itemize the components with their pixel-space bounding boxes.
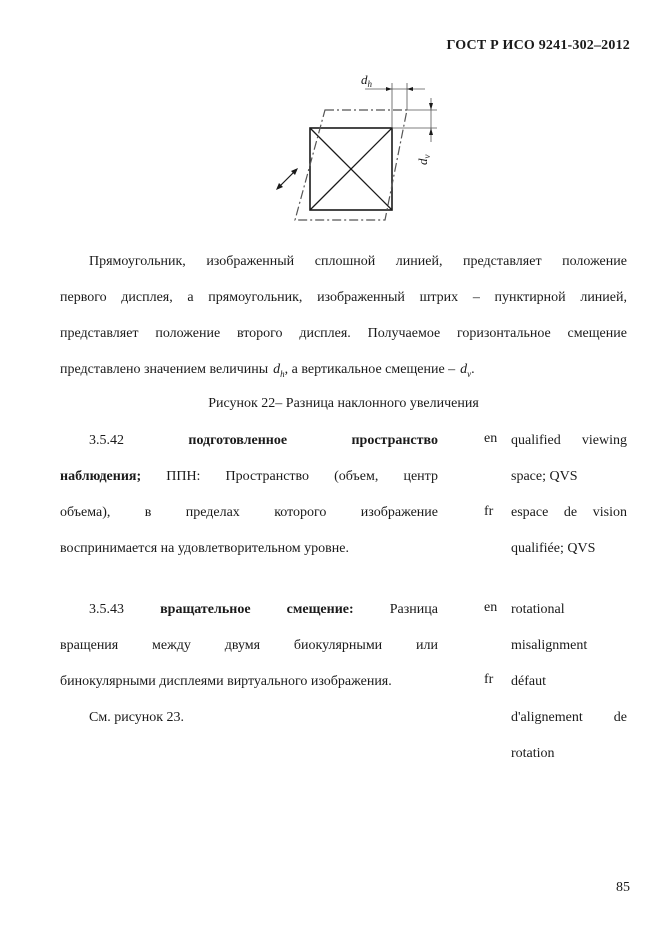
word: а <box>187 290 194 305</box>
term-number: 3.5.42 <box>89 433 124 448</box>
word: (объем, <box>334 469 379 484</box>
term-title-word: вращательное <box>160 602 251 617</box>
term-row <box>60 431 438 467</box>
word: в <box>144 505 152 520</box>
word: объема), <box>60 505 111 520</box>
text: . <box>471 362 475 377</box>
paragraph-line-4 <box>60 360 627 396</box>
dv-arrow-bottom <box>429 128 433 135</box>
word: изображенный <box>317 290 405 305</box>
variable-dh: $d_h$ <box>273 362 285 379</box>
figure-22-drawing <box>255 70 445 230</box>
word: дисплея, <box>121 290 173 305</box>
text: misalignment <box>511 638 588 653</box>
word: штрих <box>419 290 459 305</box>
word: представляет <box>60 326 139 341</box>
term-row <box>60 503 438 539</box>
word: смещение <box>567 326 627 341</box>
word: двумя <box>224 638 261 653</box>
word: изображение <box>360 505 438 520</box>
equiv-row <box>511 503 627 539</box>
figure-description <box>60 252 627 396</box>
text: rotation <box>511 746 555 761</box>
word: дисплея. <box>299 326 351 341</box>
term-row <box>60 539 438 575</box>
word: вращения <box>60 638 119 653</box>
word: между <box>152 638 191 653</box>
term-row <box>60 636 438 672</box>
word: Пространство <box>225 469 310 484</box>
paragraph-line-1 <box>60 252 627 288</box>
text: qualifiée; QVS <box>511 541 596 556</box>
figure-22 <box>255 70 445 230</box>
word: сплошной <box>314 254 376 269</box>
paragraph-line-2 <box>60 288 627 324</box>
equiv-row <box>511 672 627 708</box>
text: défaut <box>511 674 546 689</box>
word: Получаемое <box>367 326 441 341</box>
equiv-row <box>511 600 627 636</box>
word: viewing <box>581 433 627 448</box>
word: первого <box>60 290 107 305</box>
word: второго <box>236 326 283 341</box>
word: de <box>563 505 578 520</box>
text: бинокулярными дисплеями виртуального изображения. <box>60 674 392 689</box>
word: de <box>613 710 627 725</box>
word: изображенный <box>206 254 295 269</box>
term-title-word: подготовленное <box>188 433 288 448</box>
text: воспринимается на удовлетворительном уровне. <box>60 541 349 556</box>
word: Прямоугольник, <box>89 254 186 269</box>
word: ППН: <box>166 469 201 484</box>
word: пределах <box>185 505 240 520</box>
word: представляет <box>463 254 542 269</box>
word: линией, <box>580 290 627 305</box>
word: биокулярными <box>293 638 383 653</box>
term-2-equivalents <box>511 600 627 780</box>
term-3-5-42 <box>60 431 438 575</box>
equiv-row <box>511 636 627 672</box>
term-1-equivalents <box>511 431 627 575</box>
word: Разница <box>389 602 438 617</box>
lang-code-fr: fr <box>484 672 494 687</box>
word: положение <box>562 254 627 269</box>
lang-code-fr: fr <box>484 504 494 519</box>
term-number: 3.5.43 <box>89 602 124 617</box>
dh-arrow-left <box>386 87 392 91</box>
word: горизонтальное <box>457 326 551 341</box>
equiv-row <box>511 744 627 780</box>
word: линией, <box>395 254 443 269</box>
paragraph-line-3 <box>60 324 627 360</box>
term-3-5-43 <box>60 600 438 708</box>
word: прямоугольник, <box>208 290 303 305</box>
word: vision <box>592 505 627 520</box>
equiv-row <box>511 431 627 467</box>
term-row <box>60 672 438 708</box>
variable-dv: $d_v$ <box>460 362 472 379</box>
dv-label: $d_v$ <box>415 154 432 165</box>
text: , а вертикальное смещение – <box>284 362 456 377</box>
word: qualified <box>511 433 561 448</box>
word: пунктирной <box>494 290 566 305</box>
see-figure-reference: См. рисунок 23. <box>89 710 185 725</box>
word: центр <box>403 469 438 484</box>
term-title-word: смещение: <box>286 602 354 617</box>
equiv-row <box>511 467 627 503</box>
word: которого <box>274 505 327 520</box>
page-number: 85 <box>616 880 630 895</box>
word: d'alignement <box>511 710 583 725</box>
equiv-row <box>511 708 627 744</box>
term-title-word: наблюдения; <box>60 469 142 484</box>
figure-caption: Рисунок 22– Разница наклонного увеличения <box>208 396 479 411</box>
word: положение <box>155 326 221 341</box>
document-header: ГОСТ Р ИСО 9241-302–2012 <box>446 38 630 53</box>
lang-code-en: en <box>484 600 498 615</box>
text: представлено значением величины <box>60 362 269 377</box>
dashed-parallelogram <box>295 110 407 220</box>
term-row <box>60 600 438 636</box>
term-row <box>60 467 438 503</box>
word: или <box>415 638 438 653</box>
equiv-row <box>511 539 627 575</box>
dh-arrow-right <box>407 87 413 91</box>
dv-arrow-top <box>429 103 433 110</box>
word: – <box>472 290 480 305</box>
term-title-word: пространство <box>351 433 438 448</box>
lang-code-en: en <box>484 431 498 446</box>
text: rotational <box>511 602 565 617</box>
dh-label: $d_h$ <box>361 72 372 89</box>
text: space; QVS <box>511 469 578 484</box>
word: espace <box>511 505 549 520</box>
